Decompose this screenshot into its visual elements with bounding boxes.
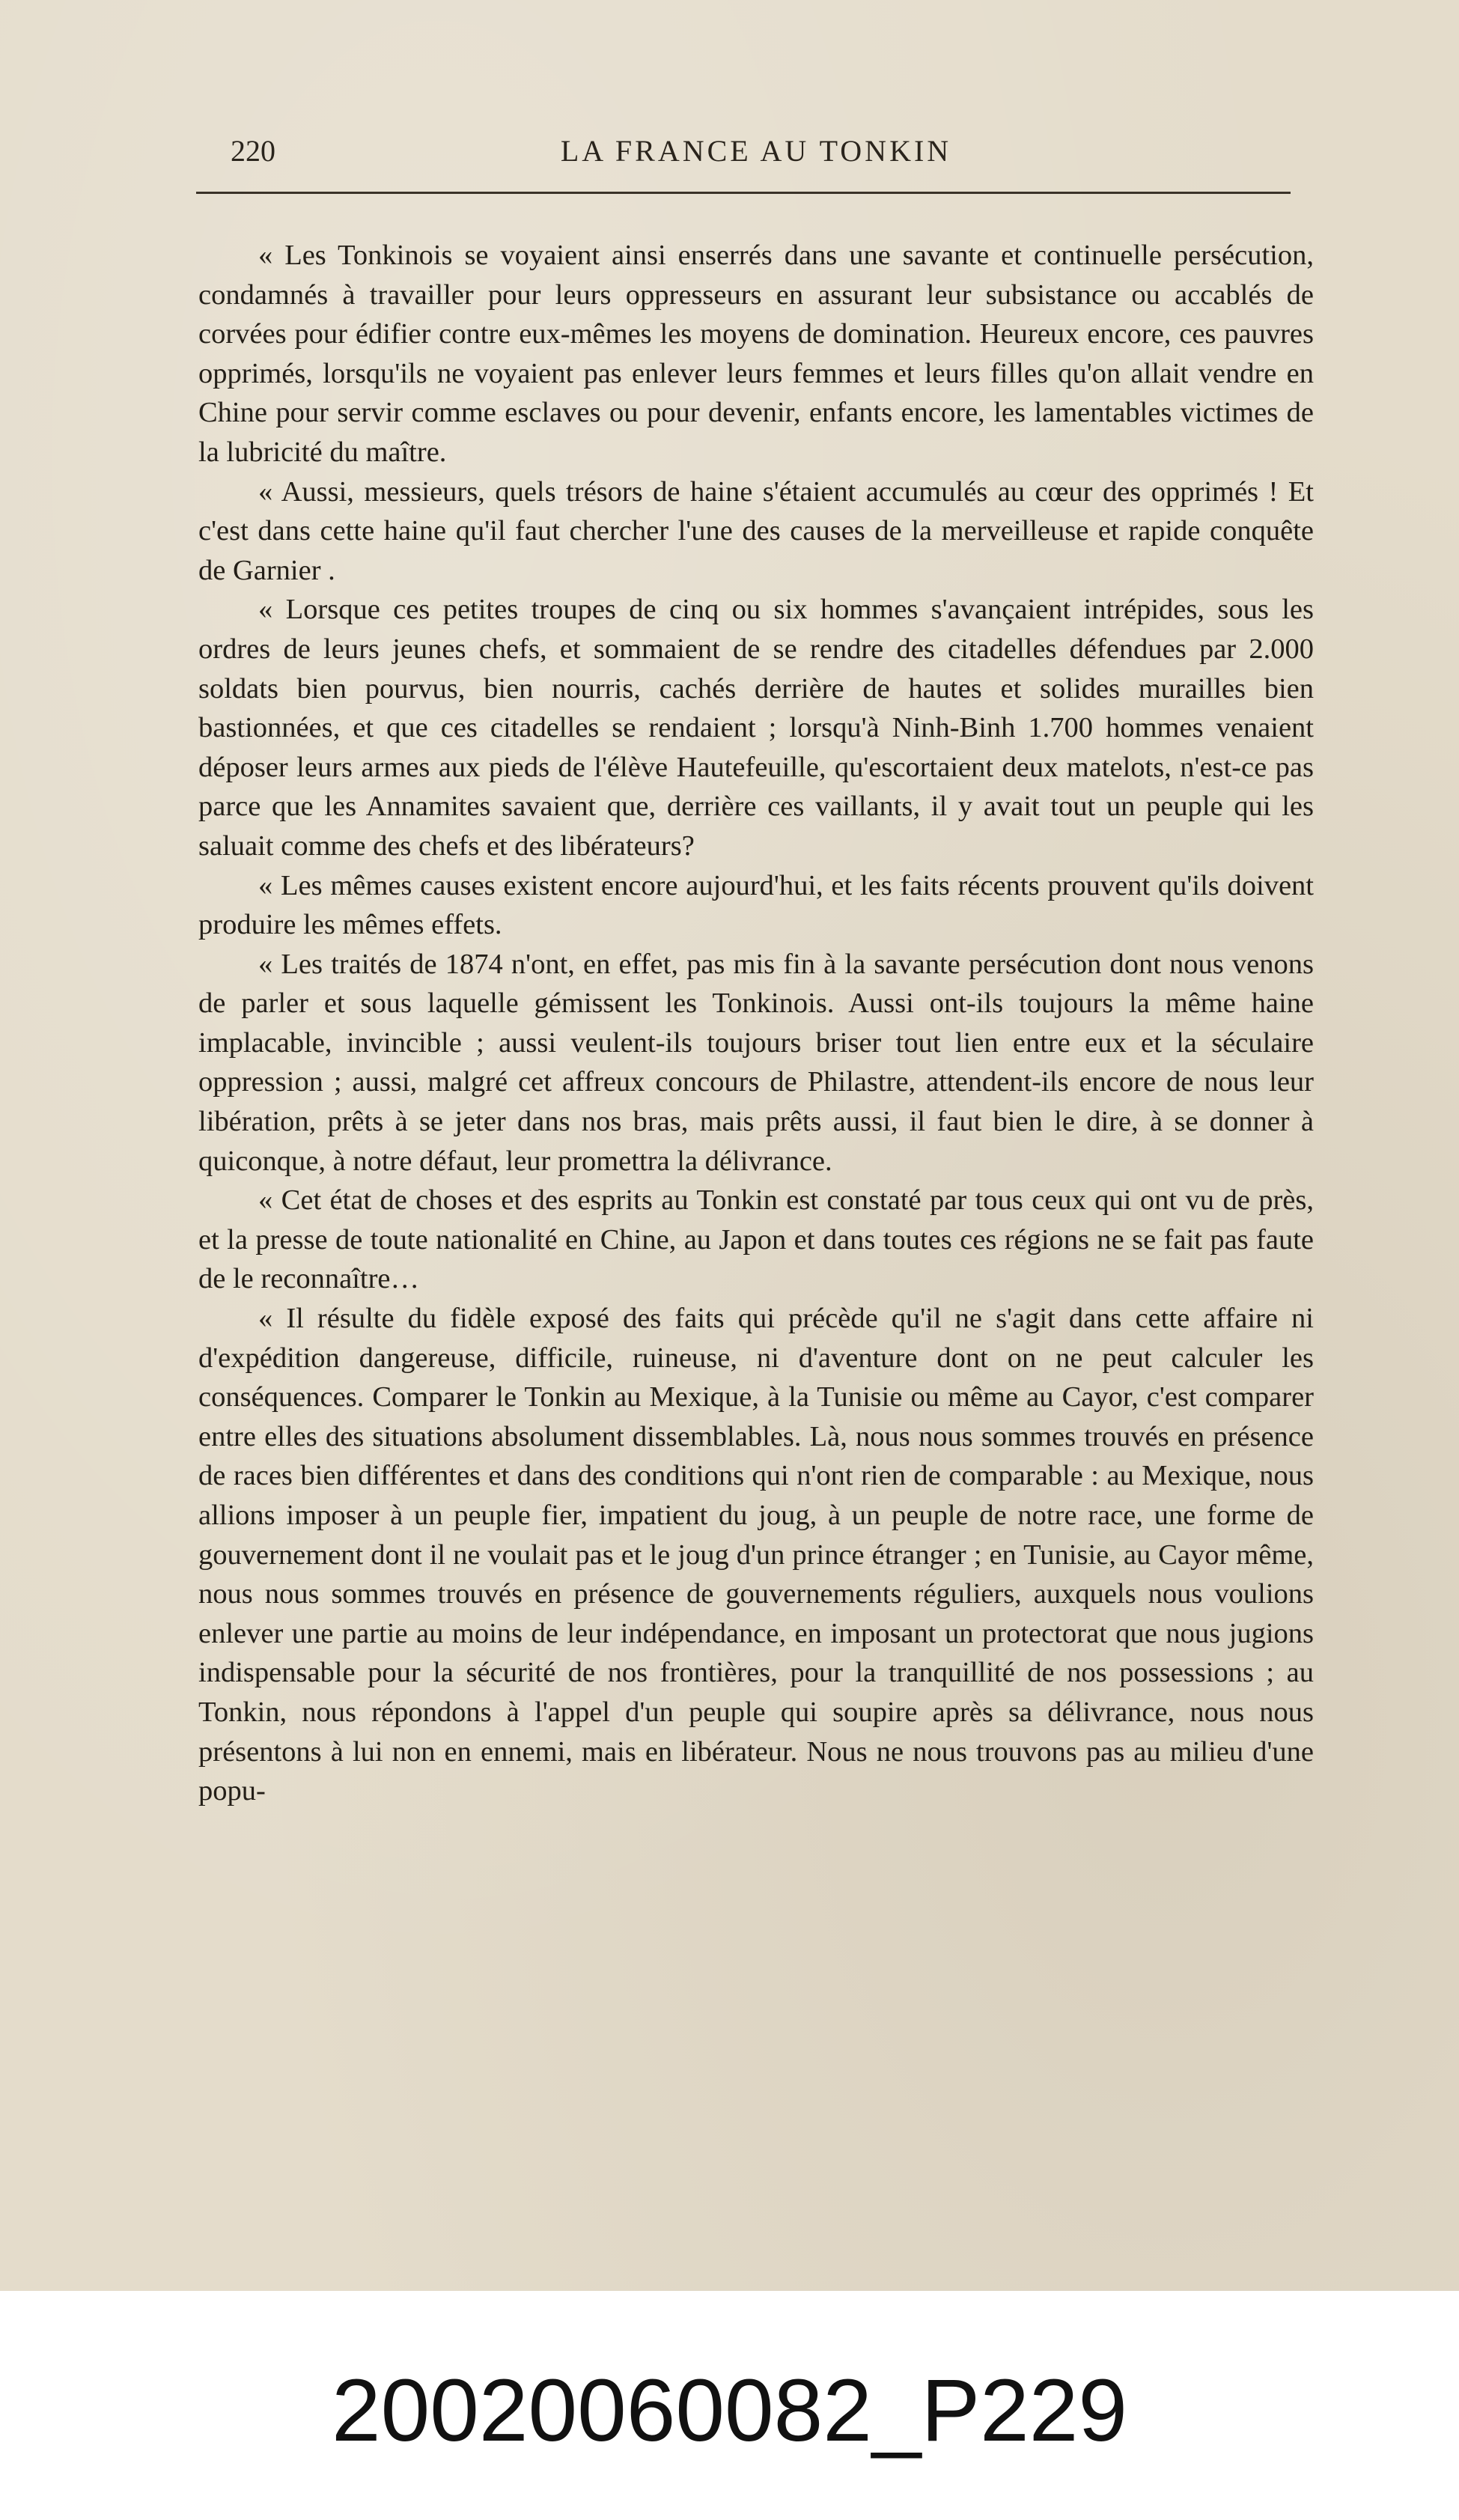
- paragraph: « Il résulte du fidèle exposé des faits qui précède qu'il ne s'agit dans cette affaire ni d'expédition dangereuse, difficile, ruineuse, ni d'aventure dont on ne peut calculer les conséquences. Comparer le Tonkin au Mexique, à la Tunisie ou même au Cayor, c'est comparer entre elles des situations absolument dissemblables. Là, nous nous sommes trouvés en présence de races bien différentes et dans des conditions qui n'ont rien de comparable : au Mexique, nous allions imposer à un peuple fier, impatient du joug, à un peuple de notre race, une forme de gouvernement dont il ne voulait pas et le joug d'un prince étranger ; en Tunisie, au Cayor même, nous nous sommes trouvés en présence de gouvernements réguliers, auxquels nous voulions enlever une partie au moins de leur indépendance, en imposant un protectorat que nous jugions indispensable pour la sécurité de nos frontières, pour la tranquillité de nos possessions ; au Tonkin, nous répondons à l'appel d'un peuple qui soupire après sa délivrance, nous nous présentons à lui non en ennemi, mais en libérateur. Nous ne nous trouvons pas au milieu d'une popu-: [198, 1303, 1314, 1807]
- image-identifier-band: [0, 2291, 1459, 2520]
- header-rule: [196, 192, 1291, 194]
- paragraph: « Cet état de choses et des esprits au Tonkin est constaté par tous ceux qui ont vu de près, et la presse de toute nationalité en Chine, au Japon et dans toutes ces régions ne se fait pas faute de le reconnaître…: [198, 1184, 1314, 1295]
- paragraph: « Les mêmes causes existent encore aujourd'hui, et les faits récents prouvent qu'ils doivent produire les mêmes effets.: [198, 869, 1314, 941]
- page-number: 220: [231, 134, 275, 168]
- running-head: [217, 129, 1295, 174]
- image-identifier: 20020060082_P229: [331, 2361, 1128, 2460]
- paragraph: « Aussi, messieurs, quels trésors de haine s'étaient accumulés au cœur des opprimés ! Et c'est dans cette haine qu'il faut chercher l'une des causes de la merveilleuse et rapide conquête de Garnier .: [198, 475, 1314, 586]
- body-text: [198, 236, 1314, 1811]
- paragraph: « Les traités de 1874 n'ont, en effet, pas mis fin à la savante persécution dont nous venons de parler et sous laquelle gémissent les Tonkinois. Aussi ont-ils toujours la même haine implacable, invincible ; aussi veulent-ils toujours briser tout lien entre eux et la séculaire oppression ; aussi, malgré cet affreux concours de Philastre, attendent-ils encore de nous leur libération, prêts à se jeter dans nos bras, mais prêts aussi, il faut bien le dire, à se donner à quiconque, à notre défaut, leur promettra la délivrance.: [198, 948, 1314, 1177]
- paragraph: « Les Tonkinois se voyaient ainsi enserrés dans une savante et continuelle persécution, condamnés à travailler pour leurs oppresseurs en assurant leur subsistance ou accablés de corvées pour édifier contre eux-mêmes les moyens de domination. Heureux encore, ces pauvres opprimés, lorsqu'ils ne voyaient pas enlever leurs femmes et leurs filles qu'on allait vendre en Chine pour servir comme esclaves ou pour devenir, enfants encore, les lamentables victimes de la lubricité du maître.: [198, 240, 1314, 468]
- paragraph: « Lorsque ces petites troupes de cinq ou six hommes s'avançaient intrépides, sous les ordres de leurs jeunes chefs, et sommaient de se rendre des citadelles défendues par 2.000 soldats bien pourvus, bien nourris, cachés derrière de hautes et solides murailles bien bastionnées, et que ces citadelles se rendaient ; lorsqu'à Ninh-Binh 1.700 hommes venaient déposer leurs armes aux pieds de l'élève Hautefeuille, qu'escortaient deux matelots, n'est-ce pas parce que les Annamites savaient que, derrière ces vaillants, il y avait tout un peuple qui les saluait comme des chefs et des libérateurs?: [198, 594, 1314, 862]
- running-title: LA FRANCE AU TONKIN: [560, 134, 952, 168]
